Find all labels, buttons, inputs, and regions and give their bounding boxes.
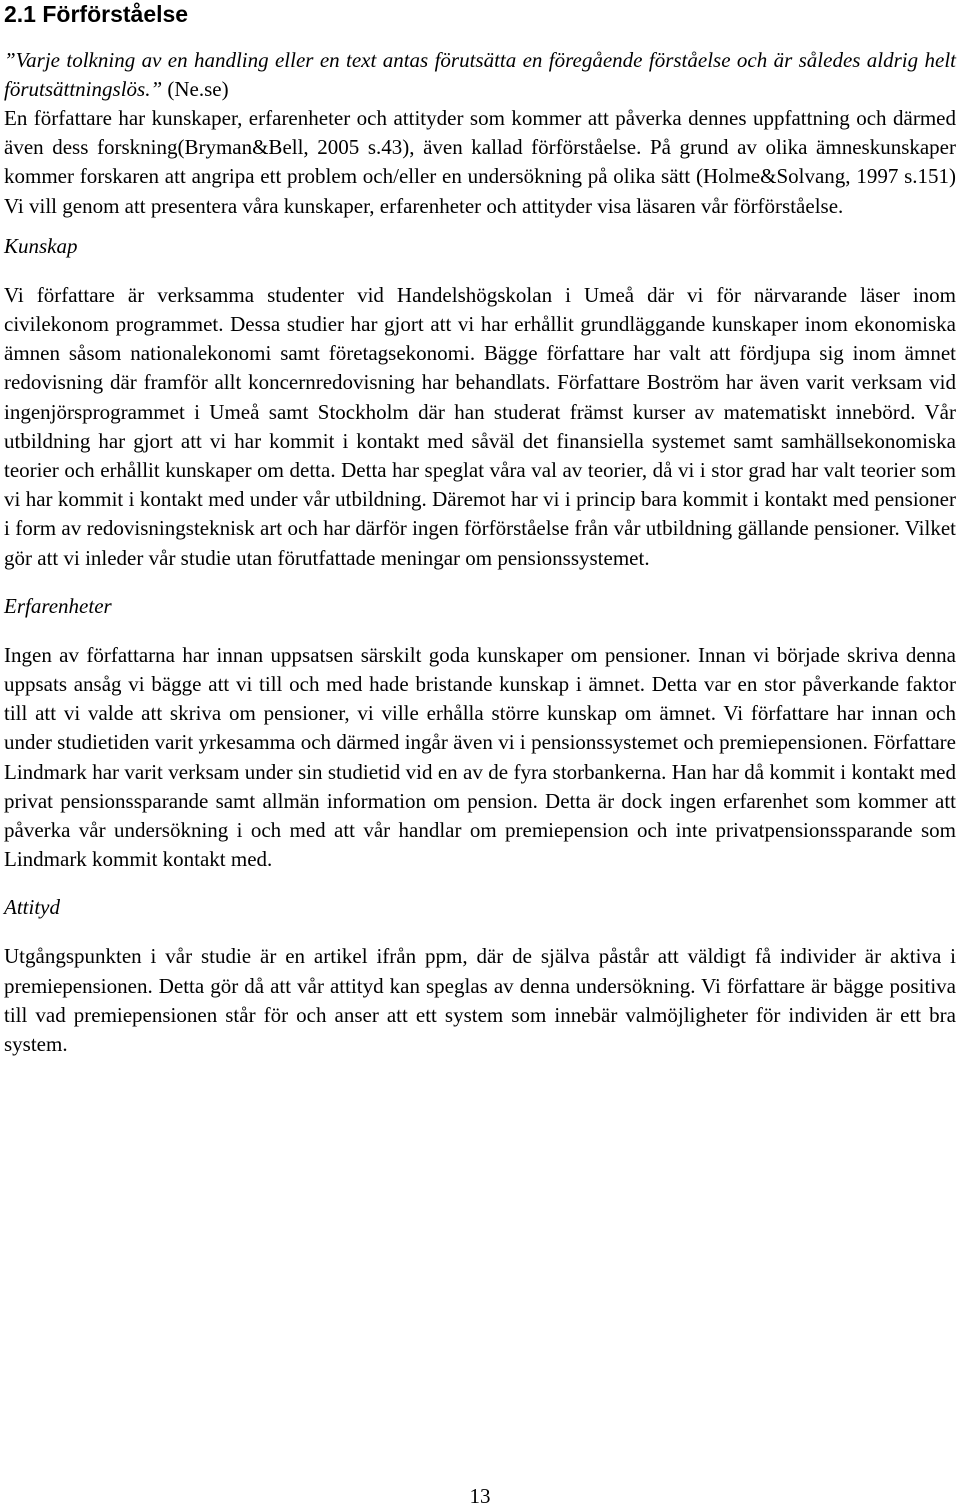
- attityd-paragraph: Utgångspunkten i vår studie är en artikel ifrån ppm, där de själva påstår att väldigt få individer är aktiva i premiepensionen. Detta gör då att vår attityd kan speglas av denna undersökning. Vi författare är bägge positiva till vad premiepensionen står för och anser att ett system som innebär valmöjligheter för individen är ett bra system.: [4, 944, 956, 1057]
- subheading-attityd: Attityd: [4, 895, 60, 920]
- quote-source: (Ne.se): [167, 77, 229, 101]
- erfarenheter-paragraph: Ingen av författarna har innan uppsatsen särskilt goda kunskaper om pensioner. Innan vi började skriva denna uppsats ansåg vi bägge att vi till och med hade bristande kunskap i ämnet. Detta var en stor påverkande faktor till att vi valde att skriva om pensioner, vi ville erhålla större kunskap om ämnet. Vi författare har innan och under studietiden varit yrkesamma och därmed ingår även vi i pensionssystemet och premiepensionen. Författare Lindmark har varit verksam under sin studietid vid en av de fyra storbankerna. Han har då kommit i kontakt med privat pensionssparande samt allmän information om pension. Detta är dock ingen erfarenhet som kommer att påverka vår undersökning i och med att vår handlar om premiepension och inte privatpensionssparande som Lindmark kommit kontakt med.: [4, 642, 956, 872]
- block-quote: [4, 46, 956, 104]
- subheading-erfarenheter: Erfarenheter: [4, 593, 112, 618]
- document-page: [4, 0, 956, 1059]
- intro-paragraph: En författare har kunskaper, erfarenheter och attityder som kommer att påverka dennes uppfattning och därmed även dess forskning(Bryman&Bell, 2005 s.43), även kallad förförståelse. På grund av olika ämneskunskaper kommer forskaren att angripa ett problem och/eller en undersökning på olika sätt (Holme&Solvang, 1997 s.151) Vi vill genom att presentera våra kunskaper, erfarenheter och attityder visa läsaren vår förförståelse.: [4, 106, 956, 218]
- kunskap-paragraph: Vi författare är verksamma studenter vid Handelshögskolan i Umeå där vi för närvarande läser inom civilekonom programmet. Dessa studier har gjort att vi har erhållit grundläggande kunskaper inom ekonomiska ämnen såsom nationalekonomi samt företagsekonomi. Bägge författare har valt att fördjupa sig inom ämnet redovisning där framför allt koncernredovisning har behandlats. Författare Boström har även varit verksam vid ingenjörsprogrammet i Umeå samt Stockholm där han studerat främst kurser av matematiskt innebörd. Vår utbildning har gjort att vi har kommit i kontakt med såväl det finansiella systemet samt samhällsekonomiska teorier och erhållit kunskaper om detta. Detta har speglat våra val av teorier, då vi i stor grad har valt teorier som vi har kommit i kontakt med under vår utbildning. Däremot har vi i princip bara kommit i kontakt med pensioner i form av redovisningsteknisk art och har därför ingen förförståelse från vår utbildning gällande pensioner. Vilket gör att vi inleder vår studie utan förutfattade meningar om pensionssystemet.: [4, 282, 956, 570]
- page-number: 13: [469, 1484, 491, 1508]
- section-heading: 2.1 Förförståelse: [4, 1, 189, 27]
- subheading-kunskap: Kunskap: [4, 233, 78, 258]
- quote-text: ”Varje tolkning av en handling eller en text antas förutsätta en föregående förståelse och är således aldrig helt förutsättningslös.”: [4, 48, 956, 101]
